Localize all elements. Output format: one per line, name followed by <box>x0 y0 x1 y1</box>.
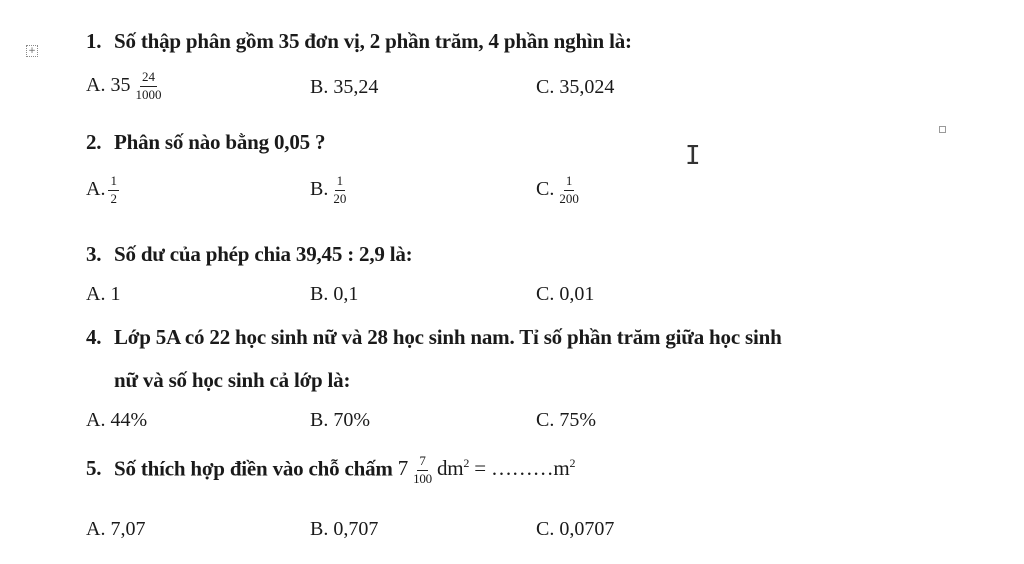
text-cursor-icon: I <box>685 141 701 171</box>
option-letter: A. <box>86 409 106 431</box>
table-move-handle-icon[interactable]: + <box>26 45 38 57</box>
fraction-numerator: 7 <box>417 454 427 471</box>
q3-option-b[interactable] <box>310 283 358 306</box>
q1-option-b[interactable] <box>310 76 378 99</box>
q3-option-c[interactable] <box>536 283 594 306</box>
fraction-denominator: 200 <box>559 190 579 206</box>
q2-option-b[interactable] <box>310 174 351 207</box>
fraction-denominator: 20 <box>333 190 347 206</box>
unit-exponent: 2 <box>569 456 576 471</box>
q5-option-c[interactable] <box>536 518 614 541</box>
fraction <box>557 174 581 207</box>
fraction-denominator: 1000 <box>135 86 162 102</box>
fraction-denominator: 2 <box>110 190 117 206</box>
question-text: Số dư của phép chia 39,45 : 2,9 là: <box>114 242 413 266</box>
equals-sign: = <box>474 456 486 481</box>
q4-option-a[interactable] <box>86 409 147 432</box>
option-letter: A. <box>86 74 106 97</box>
option-value: 0,0707 <box>559 518 615 540</box>
option-value: 0,707 <box>333 518 379 540</box>
question-text: Phân số nào bằng 0,05 ? <box>114 130 326 154</box>
mixed-number-whole: 7 <box>397 456 409 481</box>
question-number: 1. <box>86 29 102 53</box>
option-value: 0,01 <box>559 283 595 305</box>
q5-option-b[interactable] <box>310 518 378 541</box>
option-letter: B. <box>310 518 329 540</box>
q1-option-a[interactable] <box>86 70 166 103</box>
fraction-denominator: 100 <box>413 470 432 486</box>
question-4 <box>86 325 782 350</box>
q5-option-a[interactable] <box>86 518 145 541</box>
q2-option-c[interactable] <box>536 174 584 207</box>
question-text-line-2: nữ và số học sinh cả lớp là: <box>114 368 351 392</box>
question-3 <box>86 242 412 267</box>
question-5 <box>86 454 575 487</box>
option-letter: B. <box>310 178 329 201</box>
option-value: 35,024 <box>559 76 615 98</box>
option-value: 75% <box>559 409 597 431</box>
fraction-numerator: 1 <box>335 174 346 191</box>
q4-option-b[interactable] <box>310 409 370 432</box>
option-letter: C. <box>536 283 555 305</box>
option-letter: C. <box>536 76 555 98</box>
question-2 <box>86 130 325 155</box>
answer-blank: ……… <box>491 456 554 481</box>
option-letter: C. <box>536 178 555 201</box>
option-value: 44% <box>110 409 148 431</box>
option-value: 0,1 <box>333 283 359 305</box>
question-number: 4. <box>86 325 102 349</box>
option-letter: C. <box>536 409 555 431</box>
option-value: 35,24 <box>333 76 379 98</box>
question-text: Số thích hợp điền vào chỗ chấm <box>114 456 393 481</box>
q4-option-c[interactable] <box>536 409 596 432</box>
fraction <box>331 174 348 207</box>
question-expression <box>397 453 576 486</box>
option-value: 1 <box>110 283 121 305</box>
option-letter: B. <box>310 76 329 98</box>
option-letter: B. <box>310 409 329 431</box>
fraction-numerator: 1 <box>564 174 575 191</box>
q3-option-a[interactable] <box>86 283 120 306</box>
fraction <box>411 454 434 487</box>
question-1 <box>86 29 632 54</box>
unit-dm: dm <box>436 456 464 481</box>
q2-option-a[interactable] <box>86 174 122 207</box>
option-letter: A. <box>86 283 106 305</box>
question-number: 5. <box>86 456 102 481</box>
option-letter: B. <box>310 283 329 305</box>
q1-option-c[interactable] <box>536 76 614 99</box>
option-value: 7,07 <box>110 518 146 540</box>
fraction <box>108 174 119 207</box>
option-letter: A. <box>86 518 106 540</box>
text-boundary-marker-icon <box>939 126 946 133</box>
question-4-continuation <box>114 368 350 393</box>
unit-m: m <box>553 456 570 481</box>
fraction <box>133 70 163 103</box>
fraction-numerator: 1 <box>108 174 119 191</box>
question-text-line-1: Lớp 5A có 22 học sinh nữ và 28 học sinh nam. Tỉ số phần trăm giữa học sinh <box>114 325 782 349</box>
question-number: 3. <box>86 242 102 266</box>
unit-exponent: 2 <box>463 456 470 471</box>
option-value: 70% <box>333 409 371 431</box>
option-letter: A. <box>86 178 106 201</box>
mixed-number-whole: 35 <box>110 74 131 97</box>
question-text: Số thập phân gồm 35 đơn vị, 2 phần trăm, 4 phần nghìn là: <box>114 29 632 53</box>
question-number: 2. <box>86 130 102 154</box>
option-letter: C. <box>536 518 555 540</box>
fraction-numerator: 24 <box>140 70 157 87</box>
